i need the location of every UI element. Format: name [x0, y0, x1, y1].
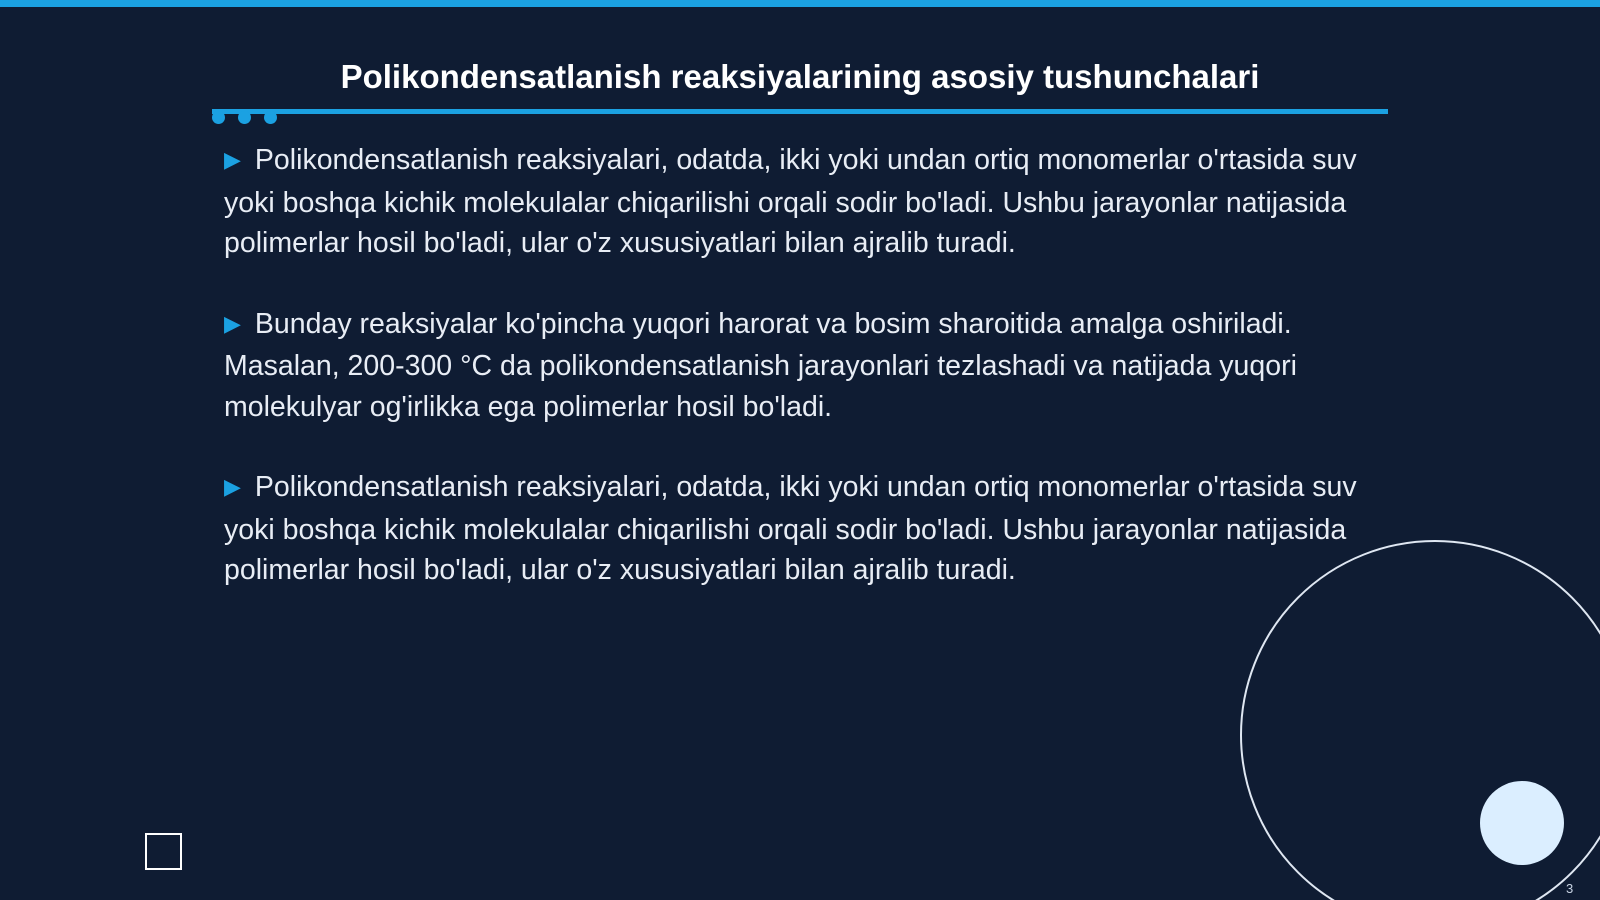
bullet-paragraph	[224, 467, 1376, 591]
paragraph-text: Polikondensatlanish reaksiyalari, odatda, ikki yoki undan ortiq monomerlar o'rtasida suv yoki boshqa kichik molekulalar chiqarilishi orqali sodir bo'ladi. Ushbu jarayonlar natijasida polimerlar hosil bo'ladi, ular o'z xususiyatlari bilan ajralib turadi.	[224, 471, 1357, 586]
decorative-circle	[1480, 781, 1564, 865]
decorative-square	[145, 833, 182, 870]
bullet-arrow-icon: ▶	[224, 147, 241, 172]
decorative-dot	[238, 111, 251, 124]
paragraph-text: Bunday reaksiyalar ko'pincha yuqori harorat va bosim sharoitida amalga oshiriladi. Masalan, 200-300 °C da polikondensatlanish jarayonlari tezlashadi va natijada yuqori molekulyar og'irlikka ega polimerlar hosil bo'ladi.	[224, 307, 1297, 423]
bullet-arrow-icon: ▶	[224, 474, 241, 499]
decorative-dot	[212, 111, 225, 124]
bullet-paragraph	[224, 140, 1376, 264]
page-number: 3	[1566, 881, 1574, 896]
title-underline	[212, 109, 1388, 114]
bullet-paragraph	[224, 304, 1376, 428]
decorative-dot	[264, 111, 277, 124]
slide-title: Polikondensatlanish reaksiyalarining asosiy tushunchalari	[340, 58, 1260, 95]
paragraph-text: Polikondensatlanish reaksiyalari, odatda, ikki yoki undan ortiq monomerlar o'rtasida suv yoki boshqa kichik molekulalar chiqarilishi orqali sodir bo'ladi. Ushbu jarayonlar natijasida polimerlar hosil bo'ladi, ular o'z xususiyatlari bilan ajralib turadi.	[224, 144, 1357, 259]
slide-content	[224, 140, 1376, 631]
bullet-arrow-icon: ▶	[224, 310, 241, 336]
top-accent-bar	[0, 0, 1600, 7]
